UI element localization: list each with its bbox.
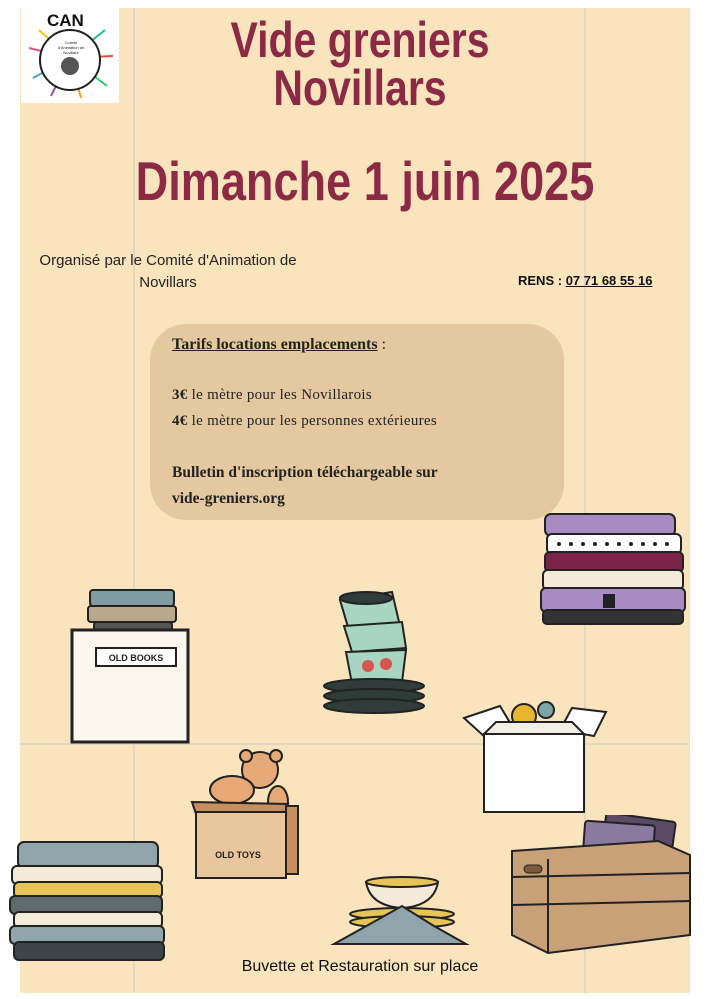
poster-title: Vide greniers [230, 12, 490, 68]
old-toys-box-illustration [188, 748, 308, 883]
old-toys-label: OLD TOYS [215, 850, 261, 860]
bulletin-link[interactable]: vide-greniers.org [172, 490, 285, 507]
clothes-stack-illustration [4, 838, 169, 968]
price-line-outsiders: 4€ le mètre pour les personnes extérieures [172, 413, 438, 429]
old-books-box-illustration [68, 586, 193, 746]
logo-subtitle: Comité d'Animation de Novillars [57, 40, 85, 55]
contact-phone[interactable]: 07 71 68 55 16 [565, 273, 653, 288]
event-date: Dimanche 1 juin 2025 [135, 150, 595, 212]
logo-text: CAN [47, 11, 84, 30]
poster-title-location: Novillars [273, 60, 447, 116]
footer-text: Buvette et Restauration sur place [241, 958, 479, 975]
contact-label: RENS : [518, 273, 563, 288]
old-books-label: OLD BOOKS [108, 653, 164, 663]
bowl-plates-illustration [330, 872, 470, 952]
organizer-text [18, 250, 318, 294]
contact-info [518, 273, 652, 288]
teacups-illustration [322, 586, 432, 716]
pricing-panel [150, 324, 564, 520]
can-logo [21, 8, 119, 103]
flower-box-illustration [460, 698, 610, 818]
organizer-line2: Novillars [139, 274, 197, 291]
bulletin-line1: Bulletin d'inscription téléchargeable sur [172, 464, 438, 481]
sweaters-illustration [537, 508, 687, 628]
wooden-crate-illustration [508, 815, 693, 955]
price-line-residents: 3€ le mètre pour les Novillarois [172, 387, 372, 403]
organizer-line1: Organisé par le Comité d'Animation de [39, 252, 297, 269]
pricing-header: Tarifs locations emplacements : [172, 336, 387, 353]
